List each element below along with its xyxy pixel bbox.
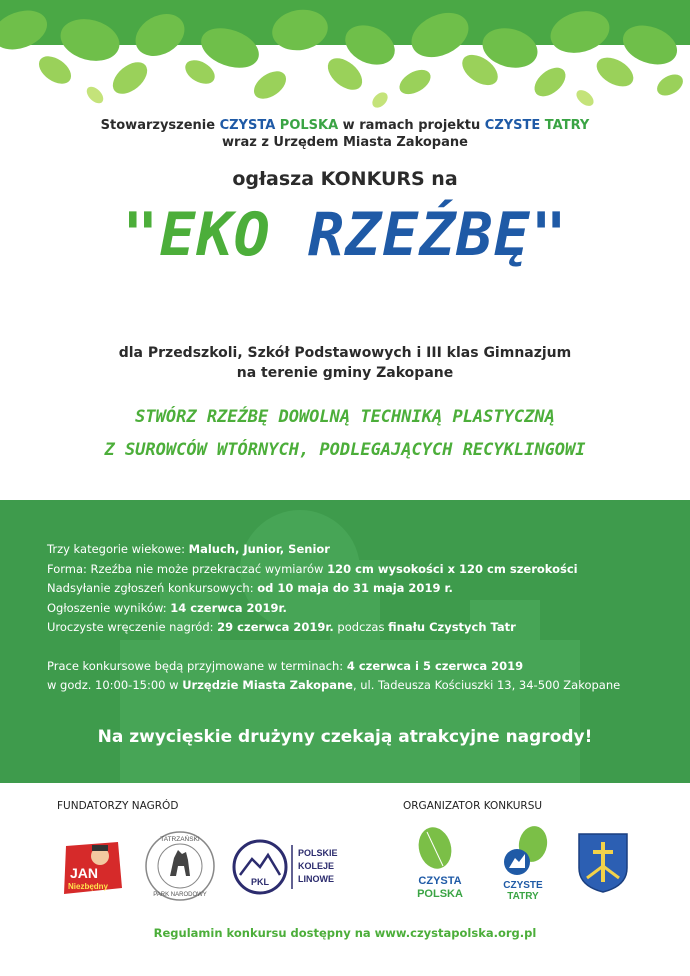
organizer-label: ORGANIZATOR KONKURSU — [403, 800, 543, 812]
czysta-polska-logo — [405, 826, 475, 901]
prize-announcement: Na zwycięskie drużyny czekają atrakcyjne nagrody! — [97, 727, 593, 747]
jan-niezbedny-logo — [60, 840, 124, 896]
organizer-intro: Stowarzyszenie CZYSTA POLSKA w ramach projektu CZYSTE TATRY — [100, 118, 590, 133]
pkl-logo-abbr: PKL — [251, 877, 269, 887]
detail-form: Forma: Rzeźba nie może przekraczać wymiarów 120 cm wysokości x 120 cm szerokości — [47, 561, 578, 576]
contest-title — [0, 200, 690, 270]
tpn-logo — [144, 830, 216, 902]
jan-logo-top: JAN — [70, 865, 99, 881]
pkl-logo-line1: POLSKIE — [298, 848, 338, 858]
tpn-logo-top: TATRZAŃSKI — [160, 836, 200, 843]
tpn-logo-bottom: PARK NARODOWY — [153, 892, 207, 898]
detail-results: Ogłoszenie wyników: 14 czerwca 2019r. — [47, 600, 287, 615]
detail-submission: Nadsyłanie zgłoszeń konkursowych: od 10 maja do 31 maja 2019 r. — [47, 581, 453, 595]
detail-categories: Trzy kategorie wiekowe: Maluch, Junior, Senior — [47, 542, 330, 556]
detail-ceremony: Uroczyste wręczenie nagród: 29 czerwca 2019r. podczas finału Czystych Tatr — [47, 620, 516, 634]
czyste-tatry-logo-line1: CZYSTE — [503, 880, 543, 891]
sponsors-label: FUNDATORZY NAGRÓD — [57, 800, 179, 812]
slogan: STWÓRZ RZEŹBĘ DOWOLNĄ TECHNIKĄ PLASTYCZNĄ Z SUROWCÓW WTÓRNYCH, PODLEGAJĄCYCH RECYKLINGOWI — [104, 407, 586, 460]
regulations-link[interactable]: Regulamin konkursu dostępny na www.czystapolska.org.pl — [153, 926, 537, 940]
czyste-tatry-logo — [495, 826, 559, 901]
announce-heading: ogłasza KONKURS na — [232, 168, 458, 190]
title-part1: "EKO — [122, 200, 271, 270]
pkl-logo — [230, 837, 350, 897]
pkl-logo-line2: KOLEJE — [298, 861, 335, 871]
pkl-logo-line3: LINOWE — [298, 874, 334, 884]
detail-location: w godz. 10:00-15:00 w Urzędzie Miasta Zakopane, ul. Tadeusza Kościuszki 13, 34-500 Zakopane — [47, 678, 621, 692]
czysta-polska-logo-line1: CZYSTA — [418, 875, 462, 887]
czysta-polska-logo-line2: POLSKA — [417, 888, 463, 900]
contest-details — [47, 540, 620, 696]
organizer-intro-line2: wraz z Urzędem Miasta Zakopane — [222, 135, 468, 150]
jan-logo-bottom: Niezbędny — [68, 882, 109, 891]
leaves-decoration — [0, 0, 690, 110]
title-part2: RZEŹBĘ" — [307, 200, 568, 270]
detail-acceptance: Prace konkursowe będą przyjmowane w terminach: 4 czerwca i 5 czerwca 2019 — [47, 658, 524, 673]
audience: dla Przedszkoli, Szkół Podstawowych i III klas Gimnazjum na terenie gminy Zakopane — [118, 345, 572, 381]
czyste-tatry-logo-line2: TATRY — [507, 891, 539, 901]
zakopane-coat-of-arms-icon — [577, 832, 629, 894]
